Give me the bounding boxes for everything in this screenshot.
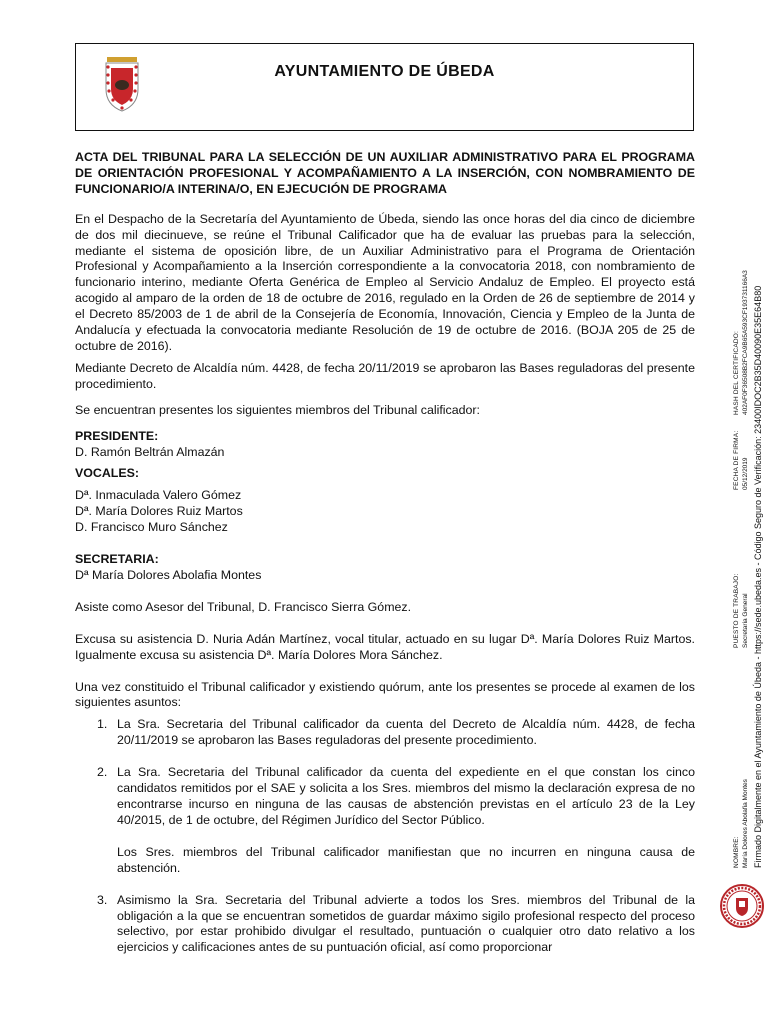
list-item <box>75 717 695 749</box>
decree-paragraph: Mediante Decreto de Alcaldía núm. 4428, de fecha 20/11/2019 se aprobaron las Bases reguladoras del presente procedimiento. <box>75 360 695 391</box>
signature-post-value: Secretaria General <box>742 593 749 648</box>
verification-text: Firmado Digitalmente en el Ayuntamiento de Úbeda - https://sede.ubeda.es - Código Seguro de Verificación: 23400IDOC2B35D40090E35E64B80 <box>753 285 763 868</box>
document-header <box>75 43 694 131</box>
intro-paragraph: En el Despacho de la Secretaría del Ayuntamiento de Úbeda, siendo las once horas del dia cinco de diciembre de dos mil diecinueve, se reúne el Tribunal Calificador que ha de evaluar las pruebas para la selección, mediante el sistema de oposición libre, de un Auxiliar Administrativo para el Programa de Orientación Profesional y Acompañamiento a la Inserción correspondiente a la convocatoria 2018, con nombramiento de funcionario interino, mediante Oferta Genérica de Empleo al Servicio Andaluz de Empleo. El proyecto está acogido al amparo de la orden de 18 de octubre de 2016, regulado en la Orden de 26 de septiembre de 2014 y el Decreto 85/2003 de 1 de abril de la Consejería de Economía, Innovación, Ciencia y Empleo de la Junta de Andalucía y efectuada la convocatoria mediante Resolución de 19 de octubre de 2016. (BOJA 205 de 25 de octubre de 2016). <box>75 211 695 353</box>
secretaria-name: Dª María Dolores Abolafia Montes <box>75 567 262 582</box>
excuses-paragraph: Excusa su asistencia D. Nuria Adán Martínez, vocal titular, actuado en su lugar Dª. María Dolores Ruiz Martos. Igualmente excusa su asistencia Dª. María Dolores Mora Sánchez. <box>75 631 695 662</box>
vocal-item: Dª. María Dolores Ruiz Martos <box>75 504 243 519</box>
advisor-paragraph: Asiste como Asesor del Tribunal, D. Francisco Sierra Gómez. <box>75 599 412 614</box>
list-item-number: 1. <box>97 717 108 732</box>
vocales-heading: VOCALES: <box>75 466 140 481</box>
list-item-followup: Los Sres. miembros del Tribunal calificador manifiestan que no incurren en ninguna causa de abstención. <box>117 844 695 875</box>
vocal-item: Dª. Inmaculada Valero Gómez <box>75 488 242 503</box>
official-seal-icon <box>719 883 765 929</box>
signature-hash-value: 402AF0F36508B2FCA9B65A593CF193731166A3 <box>742 270 749 415</box>
list-item-text: Asimismo la Sra. Secretaria del Tribunal advierte a todos los Sres. miembros del Tribunal de la obligación a la que se encuentran sometidos de guardar máximo sigilo profesional respecto del proceso selectivo, por estar prohibido divulgar el resultado, puntuación o cualquier otro dato relativo a los ejercicios y calificaciones antes de su puntuación oficial, así como proporcionar <box>117 892 695 955</box>
signature-name-label: NOMBRE: <box>733 836 740 868</box>
list-item-text: La Sra. Secretaria del Tribunal calificador da cuenta del Decreto de Alcaldía núm. 4428, de fecha 20/11/2019 se aprobaron las Bases reguladoras del presente procedimiento. <box>117 717 695 748</box>
signature-name-value: María Dolores Abolafia Montes <box>742 779 749 868</box>
list-item-number: 2. <box>97 765 108 780</box>
signature-date-value: 05/12/2019 <box>742 457 749 490</box>
members-intro: Se encuentran presentes los siguientes miembros del Tribunal calificador: <box>75 402 480 417</box>
quorum-paragraph: Una vez constituido el Tribunal calificador y existiendo quórum, ante los presentes se procede al examen de los siguientes asuntos: <box>75 679 695 710</box>
list-item <box>75 765 695 829</box>
president-name: D. Ramón Beltrán Almazán <box>75 444 225 459</box>
list-item-text: La Sra. Secretaria del Tribunal calificador da cuenta del expediente en el que constan los cinco candidatos remitidos por el SAE y solicita a los Sres. miembros del mismo la declaración expresa de no encontrarse incurso en ninguna de las causas de abstención previstas en el artículo 23 de la Ley 40/2015, de 1 de octubre, del Régimen Jurídico del Sector Público. <box>117 765 695 827</box>
signature-date-label: FECHA DE FIRMA: <box>733 430 740 490</box>
signature-post-label: PUESTO DE TRABAJO: <box>733 573 740 648</box>
document-title: ACTA DEL TRIBUNAL PARA LA SELECCIÓN DE UN AUXILIAR ADMINISTRATIVO PARA EL PROGRAMA DE ORIENTACIÓN PROFESIONAL Y ACOMPAÑAMIENTO A LA INSERCIÓN, CON NOMBRAMIENTO DE FUNCIONARIO/A INTERINA/O, EN EJECUCIÓN DE PROGRAMA <box>75 150 695 196</box>
list-item <box>75 893 695 957</box>
signature-hash-label: HASH DEL CERTIFICADO: <box>733 330 740 415</box>
page-title: AYUNTAMIENTO DE ÚBEDA <box>274 63 495 80</box>
vocal-item: D. Francisco Muro Sánchez <box>75 520 228 535</box>
secretaria-heading: SECRETARIA: <box>75 552 159 567</box>
list-item-number: 3. <box>97 892 108 907</box>
president-heading: PRESIDENTE: <box>75 428 159 443</box>
document-body <box>75 150 695 956</box>
